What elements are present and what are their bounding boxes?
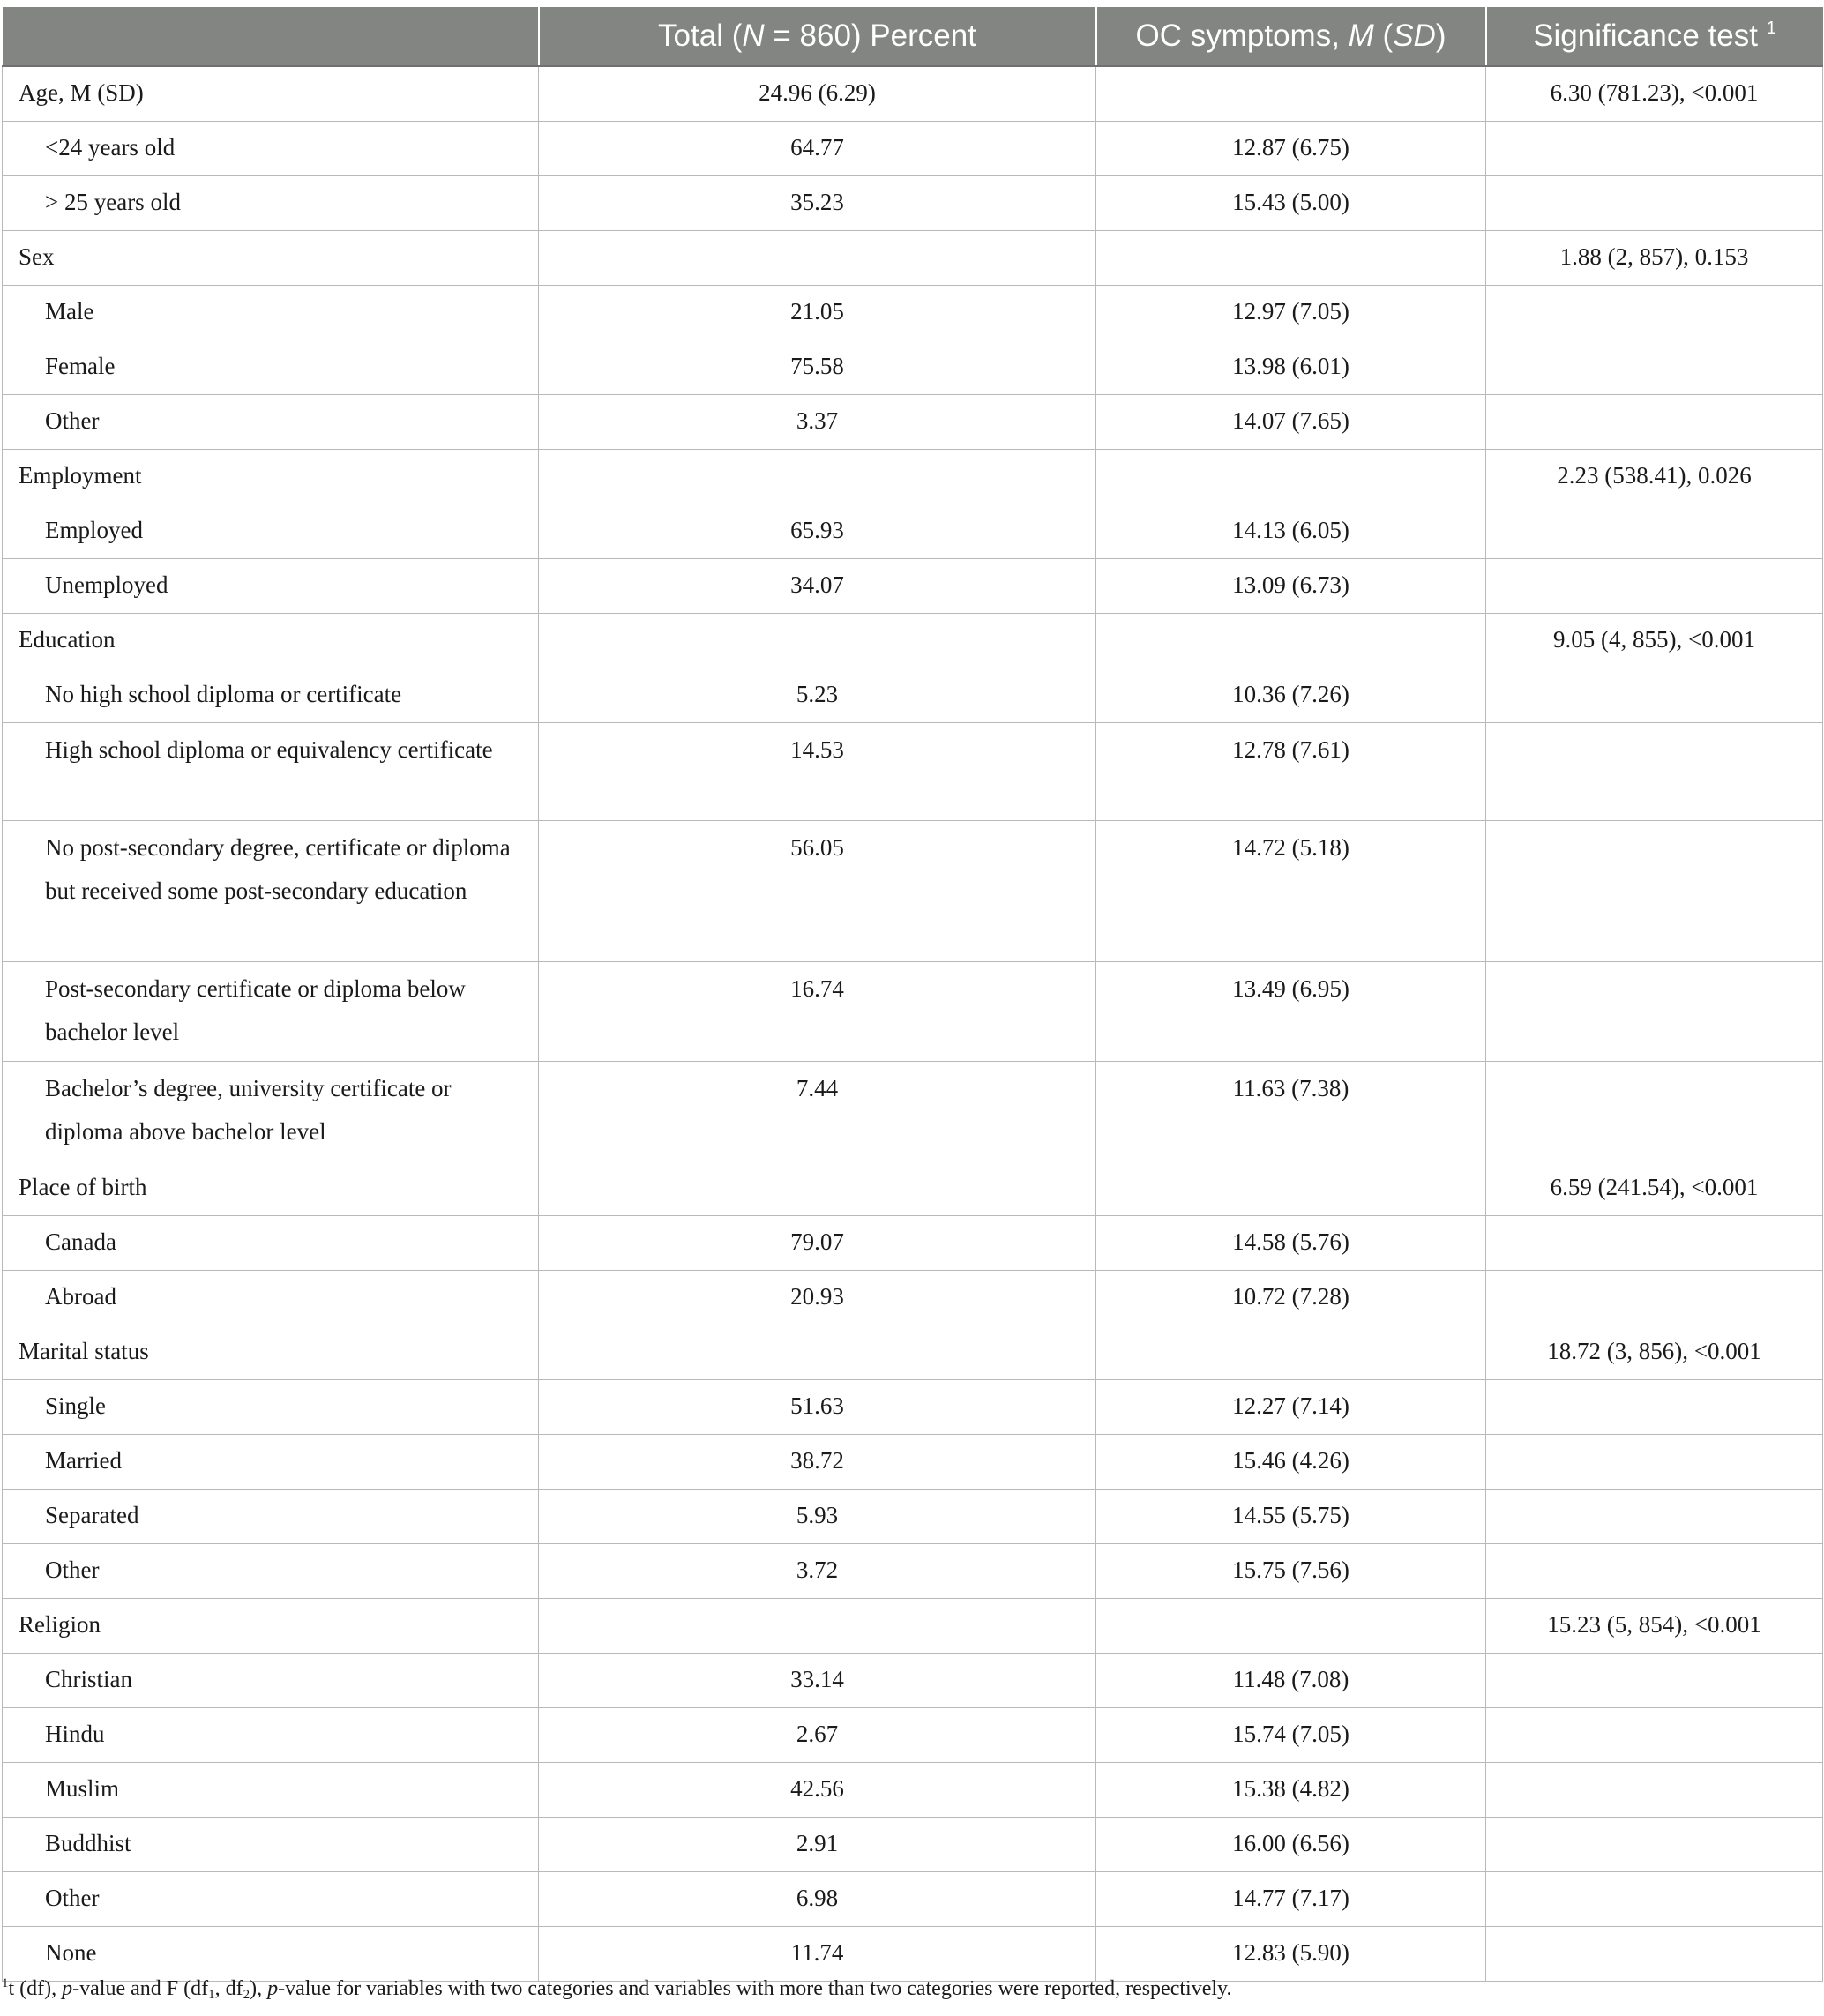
header-total: Total (N = 860) Percent [539, 7, 1096, 66]
row-label: Bachelor’s degree, university certificate or diploma above bachelor level [3, 1062, 539, 1161]
total-percent-cell: 3.37 [539, 395, 1096, 450]
total-percent-cell: 6.98 [539, 1872, 1096, 1927]
row-label: Muslim [3, 1763, 539, 1818]
total-percent-cell: 42.56 [539, 1763, 1096, 1818]
significance-cell [1486, 559, 1823, 614]
total-percent-cell [539, 1161, 1096, 1216]
significance-cell: 2.23 (538.41), 0.026 [1486, 450, 1823, 504]
row-label: Place of birth [3, 1161, 539, 1216]
significance-cell [1486, 340, 1823, 395]
table-row [3, 1654, 1823, 1708]
row-label: Unemployed [3, 559, 539, 614]
oc-symptoms-cell: 12.87 (6.75) [1096, 122, 1486, 176]
significance-cell: 1.88 (2, 857), 0.153 [1486, 231, 1823, 286]
table-row [3, 723, 1823, 821]
header-oc-symptoms: OC symptoms, M (SD) [1096, 7, 1486, 66]
significance-cell [1486, 1490, 1823, 1544]
table-row [3, 122, 1823, 176]
oc-symptoms-cell [1096, 66, 1486, 122]
demographics-table [2, 7, 1823, 1982]
total-percent-cell: 34.07 [539, 559, 1096, 614]
significance-cell [1486, 504, 1823, 559]
total-percent-cell: 75.58 [539, 340, 1096, 395]
table-row [3, 1325, 1823, 1380]
significance-cell: 6.59 (241.54), <0.001 [1486, 1161, 1823, 1216]
row-label: High school diploma or equivalency certificate [3, 723, 539, 821]
table-row [3, 1927, 1823, 1982]
oc-symptoms-cell: 12.78 (7.61) [1096, 723, 1486, 821]
total-percent-cell [539, 1599, 1096, 1654]
row-label: <24 years old [3, 122, 539, 176]
total-percent-cell: 7.44 [539, 1062, 1096, 1161]
total-percent-cell: 38.72 [539, 1435, 1096, 1490]
table-row [3, 1271, 1823, 1325]
table-row [3, 1380, 1823, 1435]
significance-cell [1486, 395, 1823, 450]
row-label: Religion [3, 1599, 539, 1654]
table-row [3, 395, 1823, 450]
oc-symptoms-cell [1096, 1325, 1486, 1380]
significance-cell [1486, 821, 1823, 962]
oc-symptoms-cell: 15.38 (4.82) [1096, 1763, 1486, 1818]
oc-symptoms-cell [1096, 450, 1486, 504]
total-percent-cell: 24.96 (6.29) [539, 66, 1096, 122]
table-row [3, 1763, 1823, 1818]
total-percent-cell: 35.23 [539, 176, 1096, 231]
row-label: Single [3, 1380, 539, 1435]
oc-symptoms-cell: 13.09 (6.73) [1096, 559, 1486, 614]
table-row [3, 340, 1823, 395]
header-variable [3, 7, 539, 66]
total-percent-cell [539, 231, 1096, 286]
total-percent-cell: 21.05 [539, 286, 1096, 340]
significance-cell: 9.05 (4, 855), <0.001 [1486, 614, 1823, 668]
oc-symptoms-cell: 15.46 (4.26) [1096, 1435, 1486, 1490]
table-row [3, 1708, 1823, 1763]
table-row [3, 286, 1823, 340]
row-label: Sex [3, 231, 539, 286]
significance-cell [1486, 1544, 1823, 1599]
oc-symptoms-cell: 10.72 (7.28) [1096, 1271, 1486, 1325]
total-percent-cell [539, 1325, 1096, 1380]
table-wrapper [0, 7, 1824, 1982]
significance-cell [1486, 176, 1823, 231]
significance-cell [1486, 1872, 1823, 1927]
table-row [3, 1872, 1823, 1927]
oc-symptoms-cell: 15.75 (7.56) [1096, 1544, 1486, 1599]
table-row [3, 668, 1823, 723]
row-label: Other [3, 395, 539, 450]
total-percent-cell [539, 614, 1096, 668]
oc-symptoms-cell: 15.43 (5.00) [1096, 176, 1486, 231]
total-percent-cell: 14.53 [539, 723, 1096, 821]
table-row [3, 231, 1823, 286]
total-percent-cell: 64.77 [539, 122, 1096, 176]
oc-symptoms-cell: 12.27 (7.14) [1096, 1380, 1486, 1435]
table-row [3, 614, 1823, 668]
oc-symptoms-cell: 14.72 (5.18) [1096, 821, 1486, 962]
oc-symptoms-cell: 14.58 (5.76) [1096, 1216, 1486, 1271]
total-percent-cell: 5.23 [539, 668, 1096, 723]
table-row [3, 450, 1823, 504]
significance-cell [1486, 286, 1823, 340]
row-label: Christian [3, 1654, 539, 1708]
row-label: Separated [3, 1490, 539, 1544]
significance-cell [1486, 1380, 1823, 1435]
significance-cell [1486, 1708, 1823, 1763]
table-row [3, 1818, 1823, 1872]
table-footnote: $^1$t (df), p-value and F ($df_1$, $df_2$), p-value for variables with two categories and variables with more than two categories were reported, respectively. [2, 1976, 1232, 2002]
total-percent-cell: 20.93 [539, 1271, 1096, 1325]
oc-symptoms-cell: 14.13 (6.05) [1096, 504, 1486, 559]
row-label: Male [3, 286, 539, 340]
oc-symptoms-cell [1096, 231, 1486, 286]
significance-cell [1486, 122, 1823, 176]
significance-cell: 6.30 (781.23), <0.001 [1486, 66, 1823, 122]
significance-cell [1486, 1818, 1823, 1872]
oc-symptoms-cell [1096, 614, 1486, 668]
total-percent-cell: 56.05 [539, 821, 1096, 962]
table-row [3, 1161, 1823, 1216]
significance-cell [1486, 668, 1823, 723]
row-label: Employed [3, 504, 539, 559]
oc-symptoms-cell: 16.00 (6.56) [1096, 1818, 1486, 1872]
table-row [3, 821, 1823, 962]
significance-cell: 18.72 (3, 856), <0.001 [1486, 1325, 1823, 1380]
row-label: Employment [3, 450, 539, 504]
oc-symptoms-cell: 12.83 (5.90) [1096, 1927, 1486, 1982]
row-label: > 25 years old [3, 176, 539, 231]
row-label: No post-secondary degree, certificate or diploma but received some post-secondary education [3, 821, 539, 962]
row-label: Married [3, 1435, 539, 1490]
oc-symptoms-cell: 14.55 (5.75) [1096, 1490, 1486, 1544]
significance-cell: 15.23 (5, 854), <0.001 [1486, 1599, 1823, 1654]
row-label: Post-secondary certificate or diploma below bachelor level [3, 962, 539, 1062]
total-percent-cell: 2.91 [539, 1818, 1096, 1872]
row-label: Marital status [3, 1325, 539, 1380]
oc-symptoms-cell [1096, 1599, 1486, 1654]
oc-symptoms-cell [1096, 1161, 1486, 1216]
table-row [3, 504, 1823, 559]
table-row [3, 1435, 1823, 1490]
total-percent-cell: 79.07 [539, 1216, 1096, 1271]
oc-symptoms-cell: 14.77 (7.17) [1096, 1872, 1486, 1927]
table-row [3, 559, 1823, 614]
total-percent-cell: 51.63 [539, 1380, 1096, 1435]
row-label: Education [3, 614, 539, 668]
total-percent-cell: 11.74 [539, 1927, 1096, 1982]
row-label: Age, M (SD) [3, 66, 539, 122]
total-percent-cell: 2.67 [539, 1708, 1096, 1763]
significance-cell [1486, 1763, 1823, 1818]
significance-cell [1486, 1216, 1823, 1271]
table-row [3, 1599, 1823, 1654]
oc-symptoms-cell: 14.07 (7.65) [1096, 395, 1486, 450]
oc-symptoms-cell: 11.63 (7.38) [1096, 1062, 1486, 1161]
oc-symptoms-cell: 12.97 (7.05) [1096, 286, 1486, 340]
row-label: Female [3, 340, 539, 395]
table-row [3, 176, 1823, 231]
total-percent-cell: 5.93 [539, 1490, 1096, 1544]
oc-symptoms-cell: 13.98 (6.01) [1096, 340, 1486, 395]
total-percent-cell: 33.14 [539, 1654, 1096, 1708]
header-significance: Significance test $^1$ [1486, 7, 1823, 66]
total-percent-cell: 3.72 [539, 1544, 1096, 1599]
row-label: No high school diploma or certificate [3, 668, 539, 723]
oc-symptoms-cell: 13.49 (6.95) [1096, 962, 1486, 1062]
table-row [3, 962, 1823, 1062]
significance-cell [1486, 1654, 1823, 1708]
row-label: None [3, 1927, 539, 1982]
significance-cell [1486, 962, 1823, 1062]
header-row [3, 7, 1823, 66]
table-row [3, 1062, 1823, 1161]
oc-symptoms-cell: 11.48 (7.08) [1096, 1654, 1486, 1708]
row-label: Buddhist [3, 1818, 539, 1872]
total-percent-cell: 16.74 [539, 962, 1096, 1062]
row-label: Canada [3, 1216, 539, 1271]
row-label: Other [3, 1872, 539, 1927]
significance-cell [1486, 1271, 1823, 1325]
significance-cell [1486, 1062, 1823, 1161]
table-row [3, 1216, 1823, 1271]
row-label: Abroad [3, 1271, 539, 1325]
total-percent-cell: 65.93 [539, 504, 1096, 559]
total-percent-cell [539, 450, 1096, 504]
table-row [3, 66, 1823, 122]
table-row [3, 1490, 1823, 1544]
row-label: Hindu [3, 1708, 539, 1763]
oc-symptoms-cell: 10.36 (7.26) [1096, 668, 1486, 723]
oc-symptoms-cell: 15.74 (7.05) [1096, 1708, 1486, 1763]
significance-cell [1486, 1927, 1823, 1982]
table-row [3, 1544, 1823, 1599]
row-label: Other [3, 1544, 539, 1599]
significance-cell [1486, 1435, 1823, 1490]
significance-cell [1486, 723, 1823, 821]
table-body [3, 66, 1823, 1982]
